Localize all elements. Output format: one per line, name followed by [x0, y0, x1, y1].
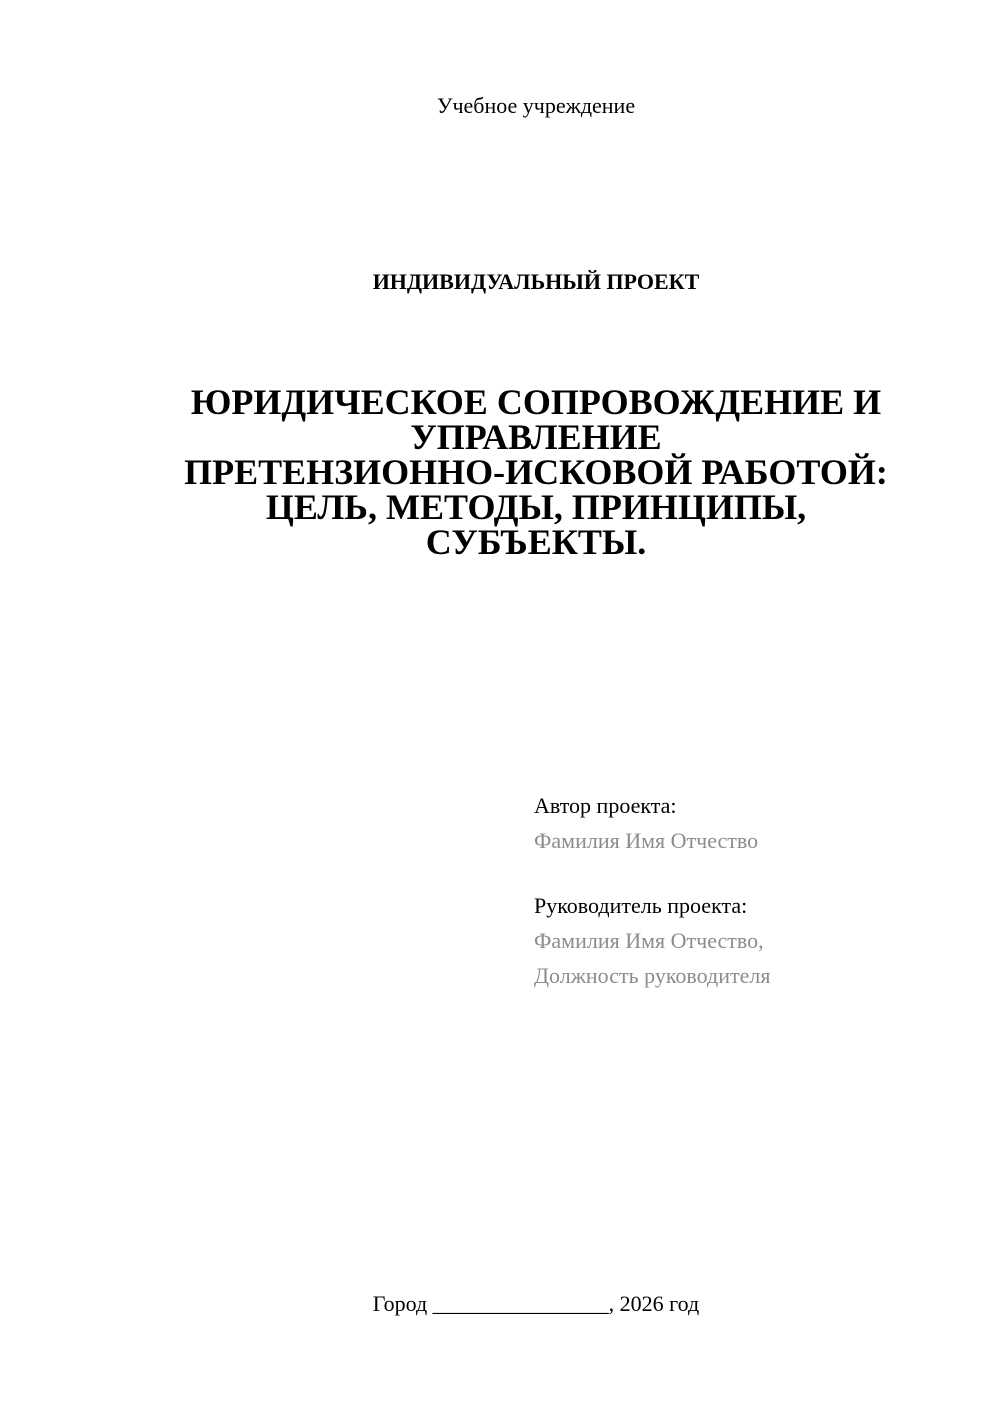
title-line: УПРАВЛЕНИЕ [410, 417, 662, 457]
author-label: Автор проекта: [534, 793, 677, 818]
author-name: Фамилия Имя Отчество [534, 828, 759, 853]
project-title [130, 382, 942, 562]
city-year-line: Город ________________, 2026 год [372, 1291, 700, 1316]
supervisor-name: Фамилия Имя Отчество, [534, 928, 764, 953]
credits-spacer [534, 858, 974, 888]
title-line: ЮРИДИЧЕСКОЕ СОПРОВОЖДЕНИЕ И [190, 382, 882, 422]
project-type-heading: ИНДИВИДУАЛЬНЫЙ ПРОЕКТ [372, 269, 700, 294]
institution-name: Учебное учреждение [436, 93, 636, 118]
supervisor-position: Должность руководителя [534, 963, 771, 988]
title-line: СУБЪЕКТЫ. [425, 522, 647, 562]
credits-block [534, 788, 974, 993]
title-line: ЦЕЛЬ, МЕТОДЫ, ПРИНЦИПЫ, [265, 487, 807, 527]
supervisor-label: Руководитель проекта: [534, 893, 748, 918]
title-line: ПРЕТЕНЗИОННО-ИСКОВОЙ РАБОТОЙ: [184, 452, 888, 492]
